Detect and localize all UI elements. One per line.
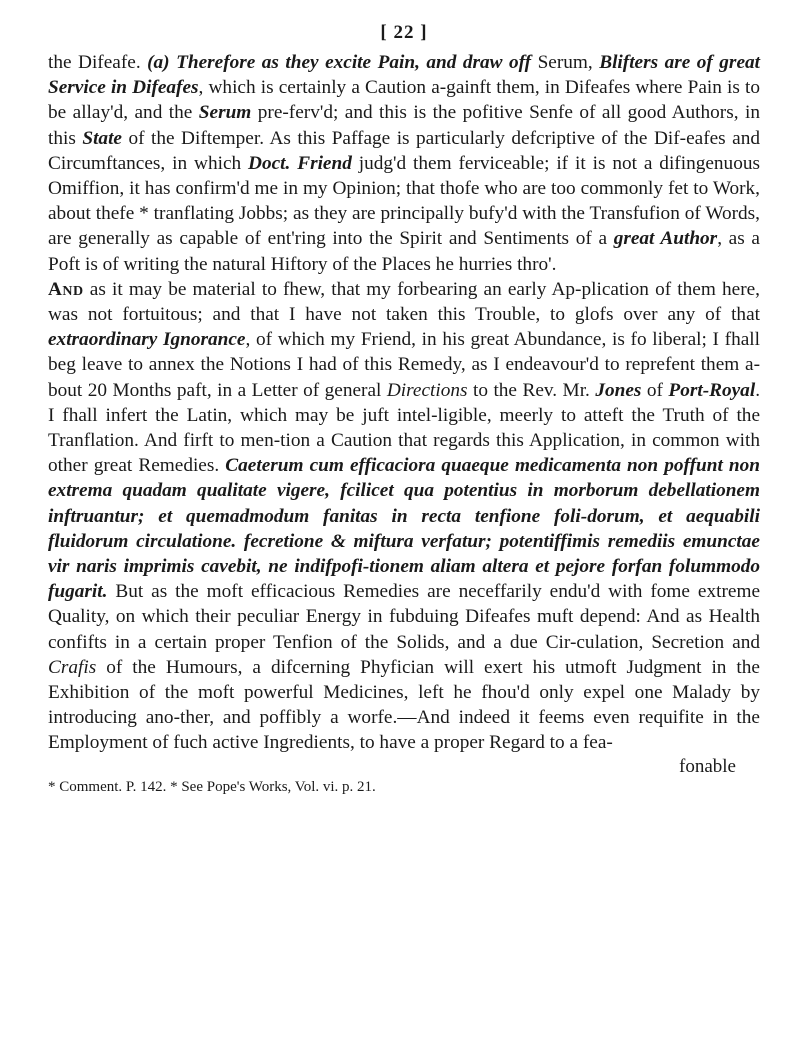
body-text bbox=[48, 50, 760, 756]
text-run: Port-Royal bbox=[668, 379, 756, 401]
text-run: Doct. Friend bbox=[248, 152, 352, 174]
text-run: the Difeafe. bbox=[48, 52, 148, 73]
page-number: [ 22 ] bbox=[380, 22, 428, 43]
text-run: Serum bbox=[198, 102, 252, 124]
text-run: judg'd them ferviceable; if it is not a difingenuous Omiffion, it has confirm'd me in my Opinion; that thofe who are too commonly fet to Work, about thefe * tranflating Jobbs; as they are principally bufy'd with the Transfufion of Words, are generally as capable of ent'ring into the Spirit and Sentiments of a bbox=[48, 152, 760, 250]
text-run: But as the moft efficacious Remedies are neceffarily endu'd with fome extreme Quality, on which their peculiar Energy in fubduing Difeafes muft depend: And as Health confifts in a certain proper Tenfion of the Solids, and a due Cir-culation, Secretion and bbox=[48, 581, 760, 653]
text-run: Directions bbox=[386, 379, 468, 401]
text-run: of bbox=[641, 379, 669, 401]
text-run: , which is certainly a Caution a-gainft them, in Difeafes where Pain is to be allay'd, and the bbox=[48, 77, 760, 124]
text-run: . I fhall infert the Latin, which may be juft intel-ligible, meerly to atteft the Truth of the Tranflation. And firft to men-tion a Caution that regards this Application, in common with other great Remedies. bbox=[48, 379, 761, 477]
paragraph bbox=[48, 277, 760, 756]
text-run: State bbox=[82, 127, 122, 149]
text-run: to the Rev. Mr. bbox=[467, 379, 596, 401]
text-run: (a) Therefore as they excite Pain, and draw off bbox=[147, 52, 532, 73]
text-run: Caeterum cum efficaciora quaeque medicamenta non poffunt non extrema quadam qualitate vigere, fcilicet qua potentius in morborum debellationem inftruantur; et quemadmodum fanitas in recta tenfione foli-dorum, et aequabili fluidorum circulatione. fecretione & miftura verfatur; potentiffimis remediis emunctae vir naris imprimis cavebit, ne indifpofi-tionem aliam altera et pejore forfan folummodo fugarit. bbox=[48, 455, 761, 603]
text-run: And bbox=[48, 278, 84, 300]
book-page bbox=[48, 22, 760, 796]
text-run: of the Humours, a difcerning Phyfician will exert his utmoft Judgment in the Exhibition of the moft powerful Medicines, left he fhou'd only expel one Malady by introducing ano-ther, and poffibly a worfe.—And indeed it feems even requifite in the Employment of fuch active Ingredients, to have a proper Regard to a fea- bbox=[48, 656, 760, 754]
text-run: Serum, bbox=[531, 52, 600, 73]
text-run: , as a Poft is of writing the natural Hiftory of the Places he hurries thro'. bbox=[48, 228, 760, 275]
text-run: Blifters are of great Service in Difeafes bbox=[48, 52, 760, 99]
text-run: Crafis bbox=[48, 656, 97, 678]
catchword: fonable bbox=[679, 755, 736, 777]
text-run: Jones bbox=[595, 379, 642, 401]
text-run: as it may be material to fhew, that my forbearing an early Ap-plication of them here, was not fortuitous; and that I have not taken this Trouble, to glofs over any of that bbox=[48, 278, 760, 326]
text-run: extraordinary Ignorance bbox=[48, 329, 246, 351]
paragraph bbox=[48, 50, 760, 277]
text-run: , of which my Friend, in his great Abundance, is fo liberal; I fhall beg leave to annex the Notions I had of this Remedy, as I endeavour'd to reprefent them a-bout 20 Months paft, in a Letter of general bbox=[48, 329, 760, 401]
footnotes: * Comment. P. 142. * See Pope's Works, Vol. vi. p. 21. bbox=[48, 778, 376, 795]
text-run: of the Diftemper. As this Paffage is particularly defcriptive of the Dif-eafes and Circumftances, in which bbox=[48, 127, 760, 174]
text-run: great Author bbox=[613, 228, 718, 250]
text-run: pre-ferv'd; and this is the pofitive Senfe of all good Authors, in this bbox=[48, 102, 760, 149]
